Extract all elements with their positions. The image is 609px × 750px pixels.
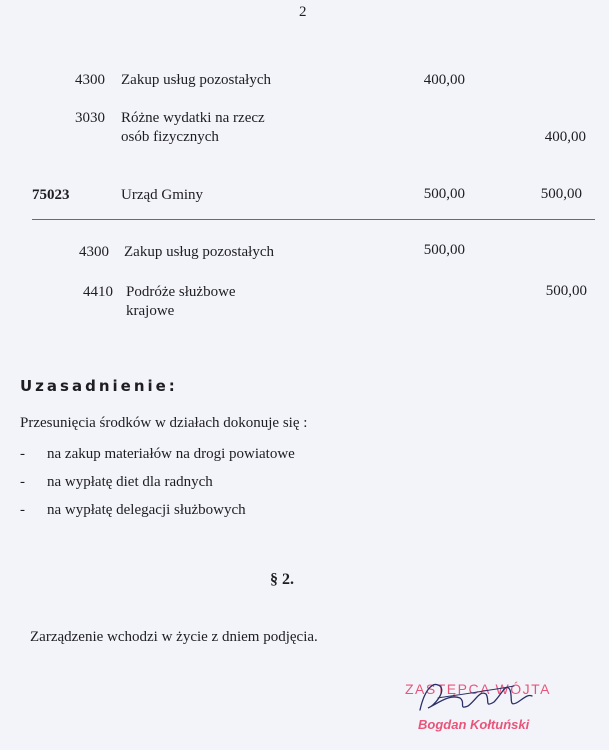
amount-increase: 500,00 <box>545 283 587 299</box>
stamp-name: Bogdan Kołtuński <box>418 717 530 732</box>
justification-heading: Uzasadnienie: <box>20 377 178 395</box>
account-code: 4300 <box>75 72 105 88</box>
justification-intro: Przesunięcia środków w działach dokonuje się : <box>20 415 308 431</box>
paragraph-text: Zarządzenie wchodzi w życie z dniem podjęcia. <box>30 629 318 645</box>
stamp-title: ZASTĘPCA WÓJTA <box>405 681 551 697</box>
account-code: 4410 <box>83 284 113 300</box>
section-code: 75023 <box>32 187 70 203</box>
amount-decrease: 400,00 <box>423 72 465 88</box>
paragraph-title: § 2. <box>270 571 294 588</box>
account-name-continued: osób fizycznych <box>121 129 219 145</box>
justification-item: na wypłatę delegacji służbowych <box>47 502 246 518</box>
amount-decrease: 500,00 <box>423 242 465 258</box>
bullet: - <box>20 474 25 490</box>
section-amount-decrease: 500,00 <box>423 186 465 202</box>
amount-increase: 400,00 <box>544 129 586 145</box>
bullet: - <box>20 446 25 462</box>
account-name-continued: krajowe <box>126 303 175 319</box>
section-divider <box>32 219 595 220</box>
signature <box>410 672 540 717</box>
page-number: 2 <box>299 4 307 20</box>
account-name: Różne wydatki na rzecz <box>121 110 265 126</box>
justification-item: na wypłatę diet dla radnych <box>47 474 213 490</box>
account-name: Zakup usług pozostałych <box>124 244 274 260</box>
section-amount-increase: 500,00 <box>540 186 582 202</box>
account-code: 4300 <box>79 244 109 260</box>
bullet: - <box>20 502 25 518</box>
account-name: Zakup usług pozostałych <box>121 72 271 88</box>
account-name: Podróże służbowe <box>126 284 236 300</box>
account-code: 3030 <box>75 110 105 126</box>
section-name: Urząd Gminy <box>121 187 204 203</box>
justification-item: na zakup materiałów na drogi powiatowe <box>47 446 295 462</box>
